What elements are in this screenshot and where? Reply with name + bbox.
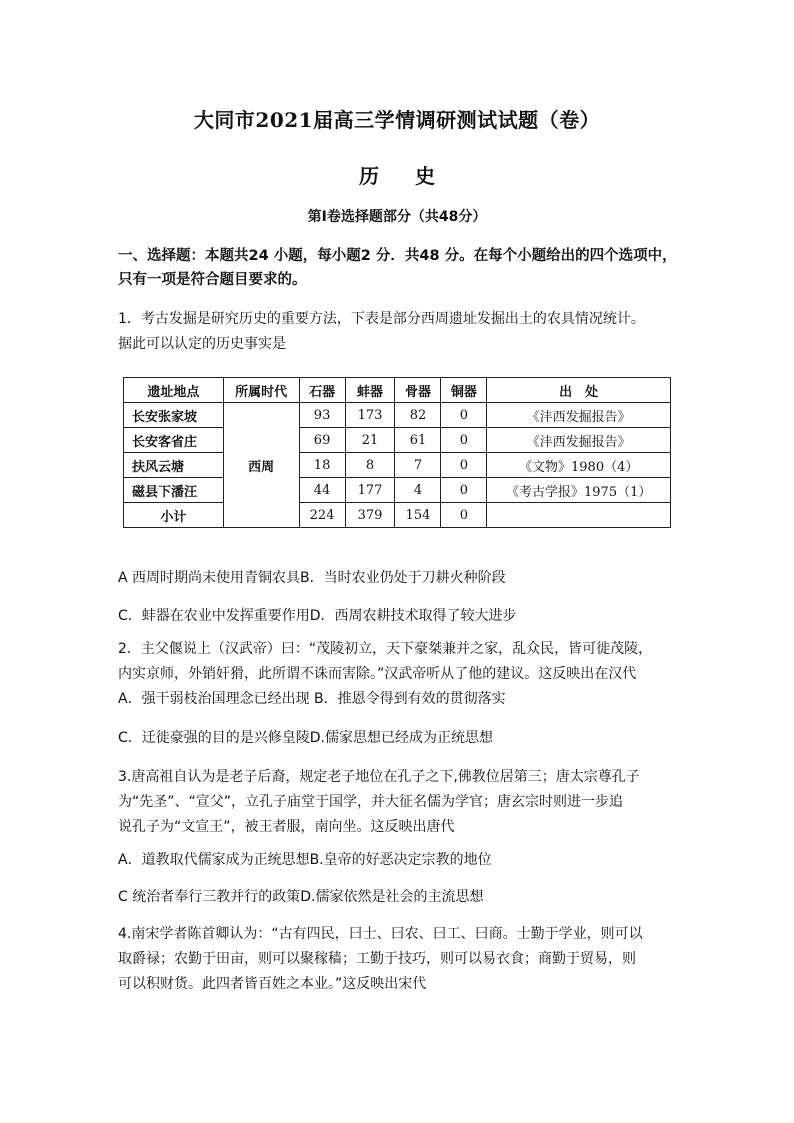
- question-3-stem: [118, 765, 688, 840]
- table-cell: 177: [345, 478, 395, 503]
- table-cell: 154: [395, 503, 441, 528]
- table-cell: 0: [441, 503, 487, 528]
- question-1-options-cd: C．蚌器在农业中发挥重要作用D．西周农耕技术取得了较大进步: [118, 608, 517, 624]
- question-1-options-ab: A 西周时期尚未使用青铜农具B．当时农业仍处于刀耕火种阶段: [118, 570, 506, 586]
- subject-title: [0, 160, 794, 189]
- question-1-line-2: 据此可以认定的历史事实是: [118, 336, 286, 352]
- table-cell: 69: [299, 428, 345, 453]
- table-cell: 4: [395, 478, 441, 503]
- question-2-options-ab: A．强干弱枝治国理念已经出现 B．推恩令得到有效的贯彻落实: [118, 691, 506, 707]
- table-cell: 7: [395, 453, 441, 478]
- table-cell: 0: [441, 453, 487, 478]
- table-row: [124, 403, 671, 428]
- table-cell: 173: [345, 403, 395, 428]
- subject-char-2: 史: [415, 164, 435, 188]
- question-3-options-cd: C 统治者奉行三教并行的政策D.儒家依然是社会的主流思想: [118, 889, 484, 905]
- table-cell: 224: [299, 503, 345, 528]
- section-instruction: [118, 244, 688, 292]
- question-2-line-1: 2．主父偃说上（汉武帝）曰：“茂陵初立，天下豪桀兼并之家，乱众民，皆可徙茂陵，: [118, 641, 653, 657]
- question-4-line-1: 4.南宋学者陈首卿认为：“古有四民，曰士、曰农、曰工、曰商。士勤于学业，则可以: [118, 926, 643, 942]
- question-3-line-3: 说孔子为“文宣王”，被王者服，南向坐。这反映出唐代: [118, 819, 455, 835]
- table-header-cell: 遗址地点: [124, 378, 224, 403]
- instruction-line-2: 只有一项是符合题目要求的。: [118, 272, 307, 288]
- table-header-cell: 石器: [299, 378, 345, 403]
- question-3-line-1: 3.唐高祖自认为是老子后裔，规定老子地位在孔子之下,佛教位居第三；唐太宗尊孔子: [118, 769, 640, 785]
- question-1-line-1: 1．考古发掘是研究历史的重要方法，下表是部分西周遗址发掘出土的农具情况统计。: [118, 311, 645, 327]
- table-header-cell: 骨器: [395, 378, 441, 403]
- question-2-options-cd: C．迁徙豪强的目的是兴修皇陵D.儒家思想已经成为正统思想: [118, 730, 494, 746]
- artifact-table: [123, 377, 671, 528]
- table-cell: 0: [441, 478, 487, 503]
- part-heading: 第Ⅰ卷选择题部分（共48分）: [307, 209, 487, 225]
- table-header-cell: 出 处: [487, 378, 671, 403]
- table-row: [124, 453, 671, 478]
- source-cell: 《沣西发掘报告》: [487, 403, 671, 428]
- exam-title: 大同市2021届高三学情调研测试试题（卷）: [193, 108, 601, 132]
- table-row: [124, 478, 671, 503]
- table-cell: 0: [441, 428, 487, 453]
- source-cell: 《考古学报》1975（1）: [487, 478, 671, 503]
- subject-char-1: 历: [359, 164, 379, 188]
- question-4-line-2: 取爵禄；农勤于田亩，则可以聚稼穑；工勤于技巧，则可以易衣食；商勤于贸易，则: [118, 951, 636, 967]
- question-3-options-ab: A．道教取代儒家成为正统思想B.皇帝的好恶决定宗教的地位: [118, 852, 492, 868]
- question-4-line-3: 可以积财货。此四者皆百姓之本业。”这反映出宋代: [118, 976, 427, 992]
- table-header-cell: 所属时代: [223, 378, 299, 403]
- question-2-stem: [118, 637, 688, 712]
- source-cell: [487, 503, 671, 528]
- table-cell: 44: [299, 478, 345, 503]
- table-cell: 82: [395, 403, 441, 428]
- site-cell: 扶风云塘: [124, 453, 224, 478]
- era-cell: 西周: [223, 403, 299, 528]
- site-cell: 长安客省庄: [124, 428, 224, 453]
- site-cell: 长安张家坡: [124, 403, 224, 428]
- table-cell: 21: [345, 428, 395, 453]
- question-4-stem: [118, 922, 688, 997]
- table-header-cell: 蚌器: [345, 378, 395, 403]
- table-cell: 8: [345, 453, 395, 478]
- table-cell: 379: [345, 503, 395, 528]
- source-cell: 《文物》1980（4）: [487, 453, 671, 478]
- table-header-row: [124, 378, 671, 403]
- site-cell: 磁县下潘汪: [124, 478, 224, 503]
- instruction-line-1: 一、选择题：本题共24 小题，每小题2 分．共48 分。在每个小题给出的四个选项中，: [118, 248, 677, 264]
- table-cell: 18: [299, 453, 345, 478]
- question-1-stem: [118, 307, 688, 357]
- table-cell: 93: [299, 403, 345, 428]
- source-cell: 《沣西发掘报告》: [487, 428, 671, 453]
- table-cell: 61: [395, 428, 441, 453]
- table-total-row: [124, 503, 671, 528]
- question-2-line-2: 内实京师，外销奸猾，此所谓不诛而害除。”汉武帝听从了他的建议。这反映出在汉代: [118, 666, 637, 682]
- table-header-cell: 铜器: [441, 378, 487, 403]
- question-3-line-2: 为“先圣”、“宣父”，立孔子庙堂于国学，并大征名儒为学官；唐玄宗时则进一步追: [118, 794, 624, 810]
- table-row: [124, 428, 671, 453]
- total-label-cell: 小计: [124, 503, 224, 528]
- table-cell: 0: [441, 403, 487, 428]
